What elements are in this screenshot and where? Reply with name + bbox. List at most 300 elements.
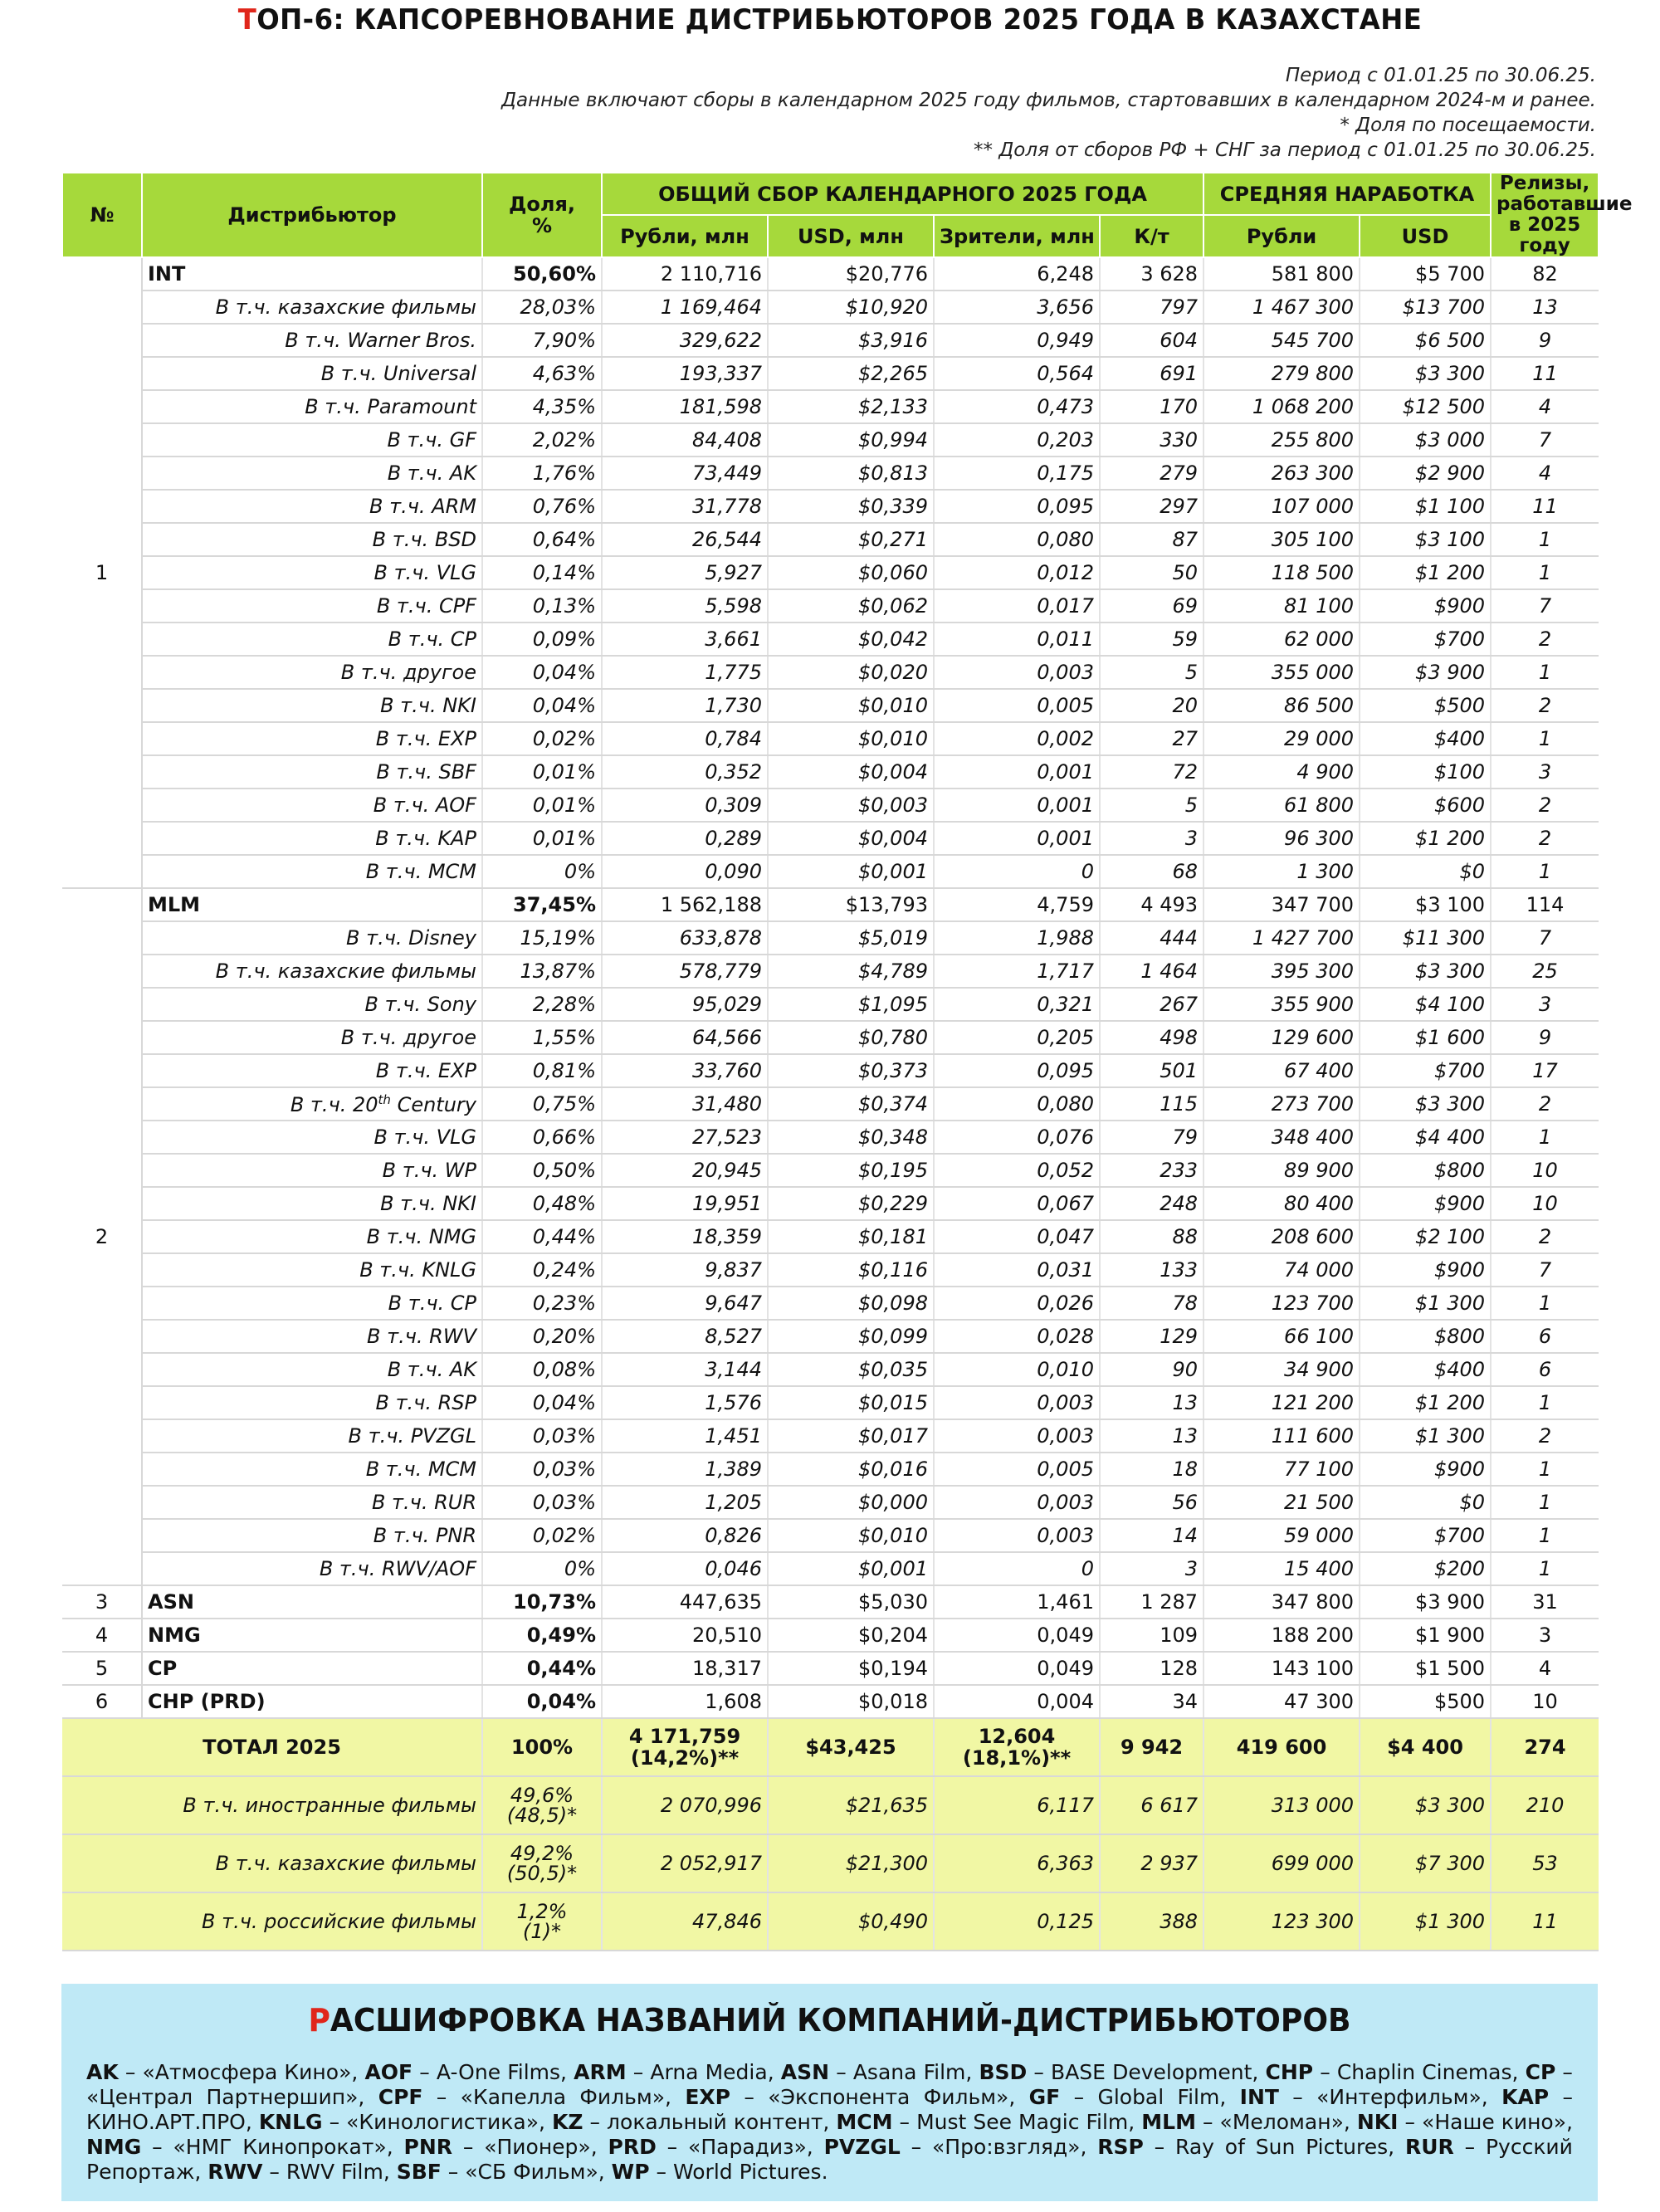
legend-title-rest: АСШИФРОВКА НАЗВАНИЙ КОМПАНИЙ-ДИСТРИБЬЮТОРОВ [330,2002,1351,2039]
subtotal-share [482,1892,602,1951]
total-avg-rub: 419 600 [1204,1718,1360,1776]
cell-distributor: В т.ч. ARM [142,490,482,523]
subtotal-avg-rub: 699 000 [1204,1834,1360,1892]
cell-avg-usd: $900 [1360,1253,1491,1287]
subtotal-rub: 2 052,917 [602,1834,768,1892]
sub-row [62,921,1599,955]
cell-distributor: В т.ч. другое [142,656,482,689]
cell-distributor: В т.ч. PNR [142,1519,482,1552]
cell-kt: 20 [1100,689,1204,722]
cell-avg-usd: $1 600 [1360,1021,1491,1054]
cell-share: 0,76% [482,490,602,523]
cell-viewers: 4,759 [934,888,1100,921]
cell-distributor: В т.ч. EXP [142,722,482,755]
legend-name: «СБ Фильм» [465,2160,598,2184]
sub-row [62,1519,1599,1552]
cell-rub: 447,635 [602,1585,768,1619]
cell-kt: 498 [1100,1021,1204,1054]
cell-viewers: 3,656 [934,291,1100,324]
cell-releases: 7 [1491,423,1599,457]
cell-usd: $0,194 [768,1652,934,1685]
cell-usd: $0,373 [768,1054,934,1087]
cell-rub: 84,408 [602,423,768,457]
cell-viewers: 0,080 [934,523,1100,556]
cell-usd: $3,916 [768,324,934,357]
cell-usd: $0,004 [768,755,934,789]
cell-releases: 2 [1491,689,1599,722]
cell-kt: 3 [1100,822,1204,855]
legend-code: RWV [208,2160,263,2184]
cell-kt: 88 [1100,1220,1204,1253]
cell-releases: 1 [1491,556,1599,589]
cell-usd: $0,204 [768,1619,934,1652]
cell-kt: 3 628 [1100,257,1204,291]
cell-share: 0,66% [482,1121,602,1154]
cell-releases: 1 [1491,1121,1599,1154]
cell-avg-usd: $3 900 [1360,1585,1491,1619]
cell-kt: 1 464 [1100,955,1204,988]
cell-rub: 1,775 [602,656,768,689]
cell-avg-rub: 21 500 [1204,1486,1360,1519]
legend-entry: NMG – «НМГ Кинопрокат» [86,2135,387,2159]
cell-viewers: 0,005 [934,689,1100,722]
cell-usd: $1,095 [768,988,934,1021]
legend-entry: PRD – «Парадиз» [608,2135,807,2159]
subtotal-share-note: (1)* [522,1920,561,1943]
legend-name: «Наше кино» [1422,2110,1567,2134]
cell-avg-usd: $200 [1360,1552,1491,1585]
subtotal-kt: 6 617 [1100,1776,1204,1834]
cell-avg-usd: $3 300 [1360,1087,1491,1121]
cell-usd: $20,776 [768,257,934,291]
cell-viewers: 0 [934,1552,1100,1585]
legend-name: «Про:взгляд» [932,2135,1081,2159]
sub-row [62,988,1599,1021]
cell-usd: $0,195 [768,1154,934,1187]
cell-releases: 2 [1491,789,1599,822]
cell-releases: 1 [1491,1453,1599,1486]
note-share-attendance: * Доля по посещаемости. [1340,115,1596,136]
cell-kt: 59 [1100,623,1204,656]
col-releases [1491,173,1633,257]
cell-avg-rub: 96 300 [1204,822,1360,855]
sub-row [62,457,1599,490]
legend-entry: CHP – Chaplin Cinemas [1265,2060,1512,2084]
cell-share: 0,23% [482,1287,602,1320]
total-viewers-note: (18,1%)** [962,1746,1072,1770]
legend-entry: EXP – «Экспонента Фильм» [685,2085,1009,2109]
sub-row [62,390,1599,423]
sub-row [62,855,1599,888]
legend-entry: MCM – Must See Magic Film [836,2110,1129,2134]
subtotal-usd: $21,300 [768,1834,934,1892]
cell-usd: $0,042 [768,623,934,656]
cell-kt: 72 [1100,755,1204,789]
cell-rub: 95,029 [602,988,768,1021]
cell-share: 0,75% [482,1087,602,1121]
title-rest: ОП-6: КАПСОРЕВНОВАНИЕ ДИСТРИБЬЮТОРОВ 2025 ГОДА В КАЗАХСТАНЕ [256,3,1423,37]
total-usd: $43,425 [768,1718,934,1776]
legend-entry: ARM – Arna Media [574,2060,768,2084]
cell-usd: $0,015 [768,1386,934,1419]
legend-name: Chaplin Cinemas [1336,2060,1512,2084]
subtotal-avg-usd: $7 300 [1360,1834,1491,1892]
cell-kt: 109 [1100,1619,1204,1652]
cell-share: 0,64% [482,523,602,556]
cell-share: 0,49% [482,1619,602,1652]
col-rub: Рубли, млн [602,215,768,257]
subtotal-rub: 47,846 [602,1892,768,1951]
legend-code: NMG [86,2135,142,2159]
cell-kt: 691 [1100,357,1204,390]
legend-code: NKI [1356,2110,1399,2134]
legend-name: «Парадиз» [688,2135,807,2159]
cell-avg-usd: $6 500 [1360,324,1491,357]
cell-avg-rub: 305 100 [1204,523,1360,556]
subtotal-share-value: 1,2% [516,1900,568,1923]
col-distributor: Дистрибьютор [142,173,482,257]
legend-code: CHP [1265,2060,1314,2084]
cell-releases: 7 [1491,1253,1599,1287]
cell-avg-usd: $0 [1360,1486,1491,1519]
notes [501,63,1596,163]
cell-avg-usd: $800 [1360,1320,1491,1353]
legend-code: KAP [1501,2085,1550,2109]
cell-distributor: В т.ч. RWV/AOF [142,1552,482,1585]
cell-releases: 4 [1491,457,1599,490]
cell-avg-usd: $1 500 [1360,1652,1491,1685]
cell-kt: 128 [1100,1652,1204,1685]
legend-entry: PVZGL – «Про:взгляд» [823,2135,1081,2159]
cell-avg-rub: 355 000 [1204,656,1360,689]
cell-usd: $0,348 [768,1121,934,1154]
cell-viewers: 0,080 [934,1087,1100,1121]
cell-distributor: В т.ч. RUR [142,1486,482,1519]
cell-avg-rub: 61 800 [1204,789,1360,822]
legend-name: Global Film [1097,2085,1220,2109]
legend-code: PVZGL [823,2135,901,2159]
cell-index: 1 [62,257,142,888]
cell-rub: 1,608 [602,1685,768,1718]
cell-share: 0,44% [482,1652,602,1685]
cell-share: 0,48% [482,1187,602,1220]
subtotal-avg-usd: $3 300 [1360,1776,1491,1834]
subtotal-kt: 388 [1100,1892,1204,1951]
legend-code: BSD [979,2060,1028,2084]
cell-rub: 9,837 [602,1253,768,1287]
cell-usd: $2,265 [768,357,934,390]
cell-viewers: 0,095 [934,490,1100,523]
legend-entry: ASN – Asana Film [780,2060,966,2084]
cell-distributor: MLM [142,888,482,921]
col-avg-usd: USD [1360,215,1491,257]
legend-name: Must See Magic Film [916,2110,1129,2134]
sub-row [62,324,1599,357]
subtotal-usd: $0,490 [768,1892,934,1951]
cell-share: 2,02% [482,423,602,457]
legend-code: MLM [1141,2110,1196,2134]
cell-share: 0% [482,1552,602,1585]
subtotal-share [482,1834,602,1892]
sub-row [62,1187,1599,1220]
cell-avg-rub: 1 068 200 [1204,390,1360,423]
legend-panel [61,1984,1598,2201]
subtotal-releases: 11 [1491,1892,1599,1951]
cell-usd: $0,017 [768,1419,934,1453]
sub-row [62,1353,1599,1386]
sub-row [62,1054,1599,1087]
cell-share: 0,03% [482,1486,602,1519]
cell-avg-usd: $1 200 [1360,822,1491,855]
subtotal-rub: 2 070,996 [602,1776,768,1834]
cell-avg-rub: 34 900 [1204,1353,1360,1386]
cell-index: 3 [62,1585,142,1619]
legend-code: CPF [378,2085,423,2109]
cell-avg-usd: $700 [1360,1054,1491,1087]
subtotal-usd: $21,635 [768,1776,934,1834]
cell-share: 37,45% [482,888,602,921]
cell-avg-rub: 80 400 [1204,1187,1360,1220]
cell-share: 0,81% [482,1054,602,1087]
subtotal-viewers: 6,363 [934,1834,1100,1892]
legend-name: Ray of Sun Pictures [1175,2135,1389,2159]
cell-avg-rub: 15 400 [1204,1552,1360,1585]
cell-viewers: 0,076 [934,1121,1100,1154]
legend-name: A-One Films [436,2060,561,2084]
subtotal-releases: 53 [1491,1834,1599,1892]
cell-rub: 1,451 [602,1419,768,1453]
legend-entry: SBF – «СБ Фильм» [396,2160,598,2184]
cell-rub: 0,289 [602,822,768,855]
cell-releases: 7 [1491,589,1599,623]
cell-releases: 1 [1491,722,1599,755]
cell-distributor: В т.ч. NKI [142,1187,482,1220]
cell-rub: 1,730 [602,689,768,722]
cell-kt: 14 [1100,1519,1204,1552]
cell-distributor: В т.ч. Universal [142,357,482,390]
cell-avg-rub: 347 800 [1204,1585,1360,1619]
cell-releases: 3 [1491,1619,1599,1652]
cell-avg-usd: $2 900 [1360,457,1491,490]
legend-name: «Пионер» [484,2135,591,2159]
cell-avg-usd: $1 100 [1360,490,1491,523]
cell-avg-usd: $12 500 [1360,390,1491,423]
cell-distributor: В т.ч. KNLG [142,1253,482,1287]
cell-share: 0,02% [482,1519,602,1552]
cell-usd: $13,793 [768,888,934,921]
cell-share: 0,20% [482,1320,602,1353]
legend-code: CP [1525,2060,1556,2084]
cell-kt: 56 [1100,1486,1204,1519]
sub-row [62,1253,1599,1287]
cell-kt: 5 [1100,789,1204,822]
legend-code: GF [1028,2085,1061,2109]
cell-share: 0,03% [482,1453,602,1486]
note-period: Период с 01.01.25 по 30.06.25. [1285,65,1596,86]
cell-kt: 133 [1100,1253,1204,1287]
cell-kt: 279 [1100,457,1204,490]
cell-rub: 1 169,464 [602,291,768,324]
cell-usd: $4,789 [768,955,934,988]
cell-rub: 20,510 [602,1619,768,1652]
cell-viewers: 0,564 [934,357,1100,390]
cell-viewers: 0,203 [934,423,1100,457]
cell-share: 4,35% [482,390,602,423]
cell-avg-rub: 355 900 [1204,988,1360,1021]
sub-row [62,822,1599,855]
cell-avg-usd: $3 300 [1360,955,1491,988]
cell-avg-rub: 1 300 [1204,855,1360,888]
cell-releases: 2 [1491,1087,1599,1121]
cell-releases: 2 [1491,1419,1599,1453]
cell-rub: 0,826 [602,1519,768,1552]
legend-name: «Централ Партнершип» [86,2085,359,2109]
cell-viewers: 0,002 [934,722,1100,755]
cell-rub: 1,576 [602,1386,768,1419]
cell-usd: $0,003 [768,789,934,822]
cell-releases: 1 [1491,1486,1599,1519]
cell-releases: 25 [1491,955,1599,988]
cell-rub: 26,544 [602,523,768,556]
cell-usd: $0,062 [768,589,934,623]
cell-share: 0,02% [482,722,602,755]
cell-distributor: В т.ч. VLG [142,556,482,589]
cell-share: 10,73% [482,1585,602,1619]
cell-distributor: В т.ч. KAP [142,822,482,855]
cell-releases: 11 [1491,490,1599,523]
col-avg-rub: Рубли [1204,215,1360,257]
cell-viewers: 1,988 [934,921,1100,955]
subtotal-label: В т.ч. иностранные фильмы [62,1776,482,1834]
cell-usd: $0,035 [768,1353,934,1386]
cell-releases: 1 [1491,523,1599,556]
legend-name: «НМГ Кинопрокат» [173,2135,387,2159]
total-rub-note: (14,2%)** [630,1746,740,1770]
cell-avg-rub: 118 500 [1204,556,1360,589]
sub-row [62,722,1599,755]
cell-viewers: 0,003 [934,1519,1100,1552]
subtotal-row [62,1834,1599,1892]
cell-usd: $0,018 [768,1685,934,1718]
cell-releases: 6 [1491,1320,1599,1353]
cell-viewers: 0,026 [934,1287,1100,1320]
cell-releases: 6 [1491,1353,1599,1386]
sub-row [62,755,1599,789]
cell-releases: 3 [1491,755,1599,789]
cell-releases: 9 [1491,1021,1599,1054]
cell-rub: 18,359 [602,1220,768,1253]
col-usd: USD, млн [768,215,934,257]
cell-avg-rub: 347 700 [1204,888,1360,921]
cell-distributor: NMG [142,1619,482,1652]
legend-code: RUR [1404,2135,1454,2159]
legend-name: RWV Film [286,2160,383,2184]
cell-viewers: 0,012 [934,556,1100,589]
cell-releases: 82 [1491,257,1599,291]
cell-avg-rub: 581 800 [1204,257,1360,291]
cell-avg-usd: $4 100 [1360,988,1491,1021]
cell-releases: 114 [1491,888,1599,921]
subtotal-row [62,1776,1599,1834]
subtotal-share-note: (48,5)* [506,1804,578,1827]
cell-releases: 1 [1491,855,1599,888]
cell-viewers: 0,001 [934,789,1100,822]
cell-index: 6 [62,1685,142,1718]
cell-rub: 8,527 [602,1320,768,1353]
legend-code: AOF [364,2060,413,2084]
cell-releases: 4 [1491,1652,1599,1685]
cell-avg-usd: $800 [1360,1154,1491,1187]
legend-code: PRD [608,2135,657,2159]
cell-kt: 233 [1100,1154,1204,1187]
cell-share: 0,08% [482,1353,602,1386]
legend-entry: KAP – КИНО.АРТ.ПРО [86,2085,1573,2134]
legend-entry: GF – Global Film [1028,2085,1220,2109]
sub-row [62,1021,1599,1054]
cell-distributor: В т.ч. CP [142,623,482,656]
cell-distributor: В т.ч. CPF [142,589,482,623]
cell-viewers: 0,949 [934,324,1100,357]
legend-name: «Капелла Фильм» [460,2085,666,2109]
sub-row [62,1287,1599,1320]
cell-viewers: 0,004 [934,1685,1100,1718]
cell-distributor: ASN [142,1585,482,1619]
legend-name: «Интерфильм» [1316,2085,1482,2109]
total-rub-value: 4 171,759 [628,1725,741,1748]
cell-usd: $0,000 [768,1486,934,1519]
cell-viewers: 0,067 [934,1187,1100,1220]
cell-avg-usd: $2 100 [1360,1220,1491,1253]
cell-rub: 181,598 [602,390,768,423]
cell-usd: $0,374 [768,1087,934,1121]
cell-avg-usd: $400 [1360,1353,1491,1386]
total-label: ТОТАЛ 2025 [62,1718,482,1776]
cell-kt: 90 [1100,1353,1204,1386]
cell-avg-usd: $100 [1360,755,1491,789]
subtotal-avg-rub: 123 300 [1204,1892,1360,1951]
cell-avg-rub: 107 000 [1204,490,1360,523]
cell-avg-rub: 263 300 [1204,457,1360,490]
cell-releases: 9 [1491,324,1599,357]
col-share [482,173,602,257]
cell-rub: 3,661 [602,623,768,656]
cell-avg-rub: 143 100 [1204,1652,1360,1685]
cell-rub: 73,449 [602,457,768,490]
cell-distributor: В т.ч. BSD [142,523,482,556]
subtotal-share-value: 49,6% [510,1784,574,1807]
cell-distributor: CP [142,1652,482,1685]
subtotal-share-wrap [517,1902,568,1941]
cell-share: 1,76% [482,457,602,490]
cell-share: 0,04% [482,1386,602,1419]
cell-rub: 1,205 [602,1486,768,1519]
cell-viewers: 0,095 [934,1054,1100,1087]
cell-index: 5 [62,1652,142,1685]
cell-usd: $5,030 [768,1585,934,1619]
legend-code: KNLG [258,2110,323,2134]
legend-name: «Меломан» [1219,2110,1344,2134]
cell-releases: 3 [1491,988,1599,1021]
cell-share: 0,04% [482,1685,602,1718]
cell-rub: 18,317 [602,1652,768,1685]
cell-viewers: 0,175 [934,457,1100,490]
cell-kt: 5 [1100,656,1204,689]
legend-entry: KZ – локальный контент [551,2110,823,2134]
cell-rub: 329,622 [602,324,768,357]
cell-viewers: 0,052 [934,1154,1100,1187]
subtotal-share-value: 49,2% [510,1842,574,1865]
cell-rub: 0,090 [602,855,768,888]
